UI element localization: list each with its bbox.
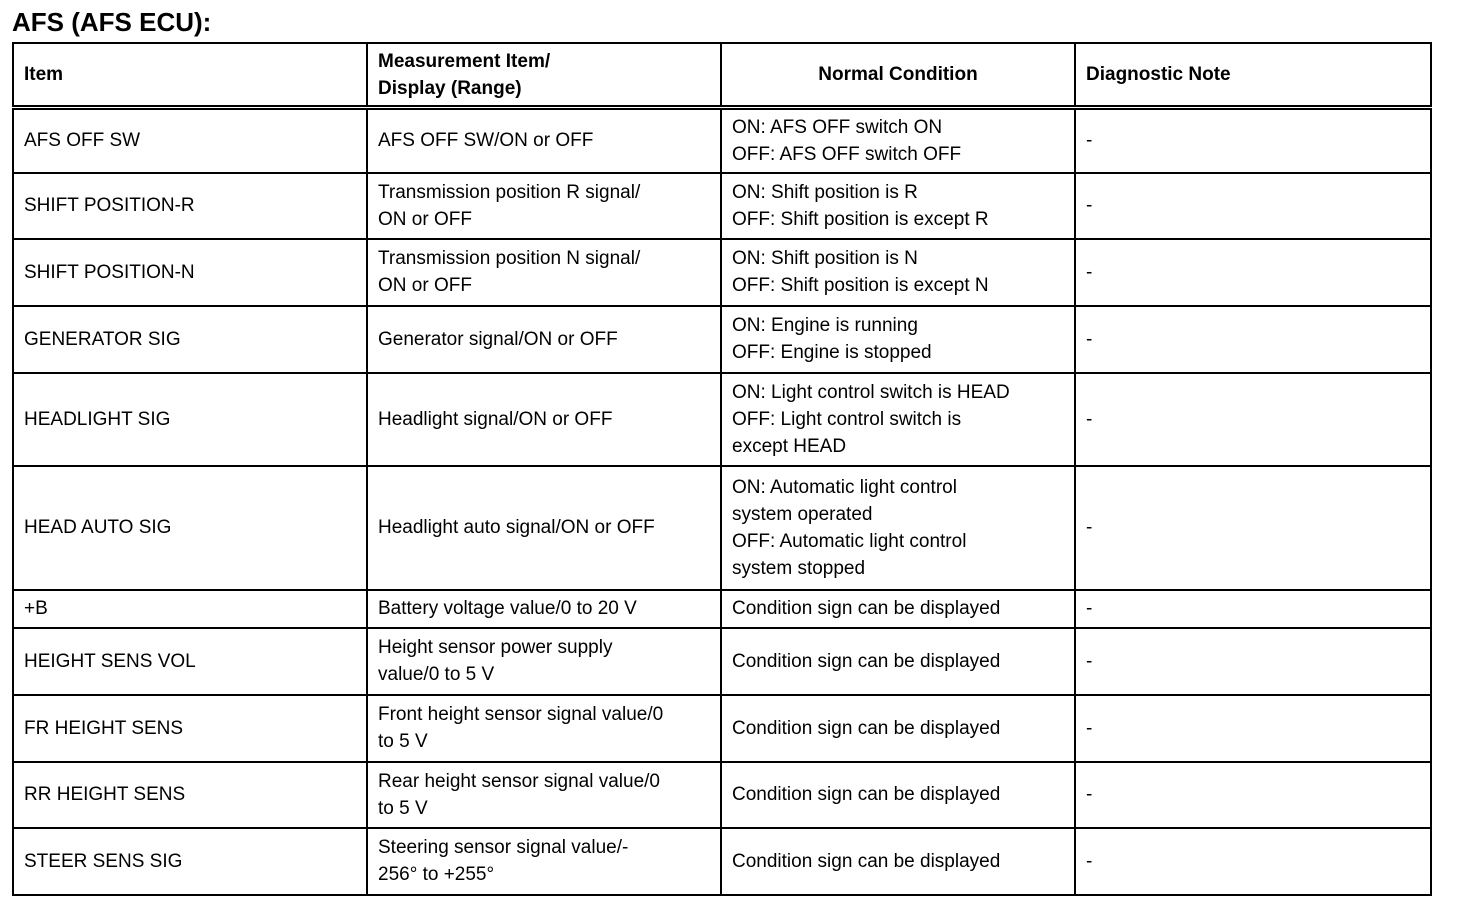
cell-measurement-line: ON or OFF [378, 208, 472, 230]
cell-measurement-line: value/0 to 5 V [378, 664, 495, 685]
cell-measurement-line: Transmission position N signal/ [378, 248, 641, 269]
cell-measurement-line: to 5 V [378, 731, 428, 752]
cell-normal-condition-line: ON: AFS OFF switch ON [732, 116, 943, 138]
cell-item: HEAD AUTO SIG [13, 466, 367, 590]
cell-measurement [367, 466, 721, 590]
cell-measurement-line: Front height sensor signal value/0 [378, 704, 664, 725]
cell-measurement-line: 256° to +255° [378, 864, 495, 885]
cell-measurement [367, 628, 721, 695]
data-list-table [12, 42, 1432, 896]
cell-normal-condition-line: Condition sign can be displayed [732, 598, 1001, 619]
cell-normal-condition [721, 108, 1075, 173]
cell-measurement-line: ON or OFF [378, 275, 472, 296]
cell-measurement [367, 695, 721, 762]
table-row [13, 466, 1431, 590]
table-row [13, 590, 1431, 628]
cell-item: HEADLIGHT SIG [13, 373, 367, 466]
cell-measurement-line: Battery voltage value/0 to 20 V [378, 598, 637, 619]
cell-measurement [367, 590, 721, 628]
cell-item: FR HEIGHT SENS [13, 695, 367, 762]
cell-measurement-line: Rear height sensor signal value/0 [378, 770, 661, 792]
cell-item: SHIFT POSITION-N [13, 239, 367, 306]
cell-normal-condition-line: Condition sign can be displayed [732, 784, 1001, 805]
cell-measurement [367, 828, 721, 895]
cell-measurement-line: AFS OFF SW/ON or OFF [378, 130, 594, 152]
table-row [13, 828, 1431, 895]
cell-diagnostic-note: - [1075, 590, 1431, 628]
cell-measurement-line: Steering sensor signal value/- [378, 837, 629, 858]
header-measurement-line: Measurement Item/ [378, 50, 551, 72]
cell-measurement-line: Generator signal/ON or OFF [378, 328, 618, 350]
cell-normal-condition [721, 373, 1075, 466]
table-row [13, 762, 1431, 828]
cell-measurement [367, 173, 721, 239]
cell-diagnostic-note: - [1075, 762, 1431, 828]
cell-normal-condition-line: ON: Shift position is R [732, 181, 918, 203]
cell-normal-condition [721, 590, 1075, 628]
cell-normal-condition-line: ON: Automatic light control [732, 476, 957, 498]
cell-normal-condition [721, 466, 1075, 590]
cell-diagnostic-note: - [1075, 306, 1431, 373]
cell-diagnostic-note: - [1075, 108, 1431, 173]
table-row [13, 173, 1431, 239]
cell-normal-condition-line: OFF: Light control switch is [732, 408, 962, 430]
cell-normal-condition-line: OFF: Shift position is except N [732, 275, 989, 296]
cell-normal-condition-line: system stopped [732, 557, 866, 579]
header-diagnostic-note: Diagnostic Note [1075, 43, 1431, 108]
cell-measurement-line: Height sensor power supply [378, 637, 613, 658]
cell-measurement [367, 108, 721, 173]
cell-diagnostic-note: - [1075, 373, 1431, 466]
cell-normal-condition-line: Condition sign can be displayed [732, 717, 1001, 739]
cell-normal-condition-line: except HEAD [732, 435, 847, 457]
cell-normal-condition [721, 828, 1075, 895]
cell-item: RR HEIGHT SENS [13, 762, 367, 828]
cell-normal-condition [721, 306, 1075, 373]
cell-normal-condition [721, 173, 1075, 239]
cell-normal-condition-line: OFF: Shift position is except R [732, 208, 989, 230]
table-row [13, 239, 1431, 306]
cell-normal-condition-line: ON: Shift position is N [732, 248, 918, 269]
cell-normal-condition [721, 695, 1075, 762]
cell-normal-condition-line: Condition sign can be displayed [732, 850, 1001, 872]
cell-diagnostic-note: - [1075, 828, 1431, 895]
cell-item: GENERATOR SIG [13, 306, 367, 373]
table-row [13, 695, 1431, 762]
cell-normal-condition-line: ON: Light control switch is HEAD [732, 381, 1010, 403]
table-header-row [13, 43, 1431, 108]
cell-diagnostic-note: - [1075, 239, 1431, 306]
cell-item: SHIFT POSITION-R [13, 173, 367, 239]
cell-normal-condition [721, 628, 1075, 695]
cell-item: HEIGHT SENS VOL [13, 628, 367, 695]
cell-measurement-line: to 5 V [378, 797, 428, 819]
cell-normal-condition-line: OFF: AFS OFF switch OFF [732, 143, 962, 165]
cell-measurement [367, 239, 721, 306]
cell-measurement-line: Headlight signal/ON or OFF [378, 408, 613, 430]
cell-diagnostic-note: - [1075, 466, 1431, 590]
cell-measurement [367, 373, 721, 466]
cell-normal-condition-line: OFF: Automatic light control [732, 530, 967, 552]
cell-normal-condition-line: ON: Engine is running [732, 315, 918, 336]
cell-diagnostic-note: - [1075, 628, 1431, 695]
cell-item: AFS OFF SW [13, 108, 367, 173]
cell-measurement-line: Headlight auto signal/ON or OFF [378, 517, 655, 538]
cell-normal-condition-line: system operated [732, 503, 873, 525]
cell-normal-condition-line: Condition sign can be displayed [732, 650, 1001, 672]
cell-item: STEER SENS SIG [13, 828, 367, 895]
table-row [13, 373, 1431, 466]
header-measurement [367, 43, 721, 108]
cell-measurement [367, 762, 721, 828]
table-row [13, 628, 1431, 695]
section-title: AFS (AFS ECU): [12, 7, 212, 37]
cell-diagnostic-note: - [1075, 173, 1431, 239]
header-normal-condition: Normal Condition [721, 43, 1075, 108]
cell-normal-condition-line: OFF: Engine is stopped [732, 342, 932, 363]
cell-item: +B [13, 590, 367, 628]
cell-diagnostic-note: - [1075, 695, 1431, 762]
cell-normal-condition [721, 239, 1075, 306]
cell-measurement-line: Transmission position R signal/ [378, 181, 641, 203]
cell-measurement [367, 306, 721, 373]
header-item: Item [13, 43, 367, 108]
cell-normal-condition [721, 762, 1075, 828]
table-row [13, 108, 1431, 173]
table-row [13, 306, 1431, 373]
header-measurement-line: Display (Range) [378, 77, 522, 99]
